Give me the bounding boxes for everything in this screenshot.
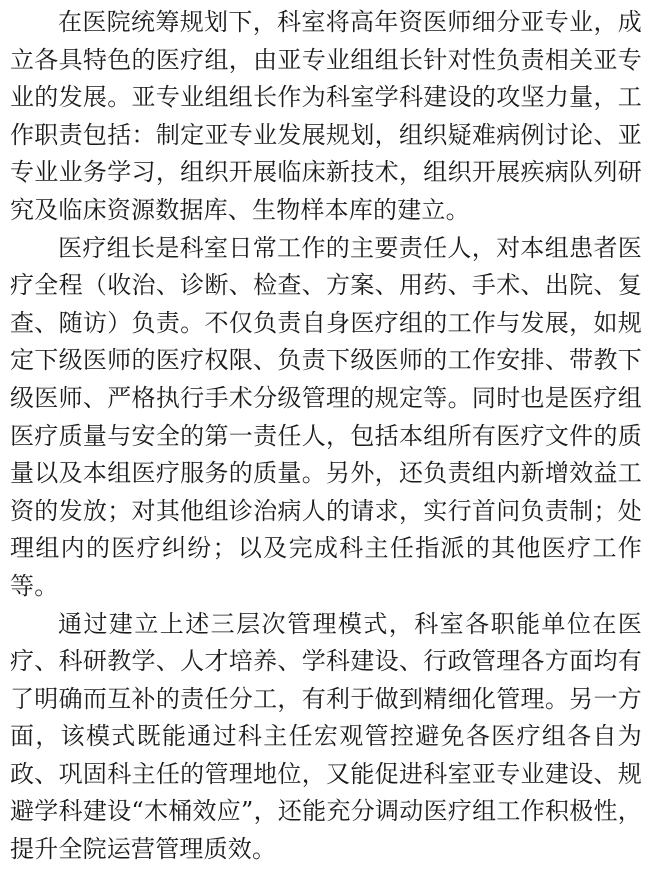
paragraph-medical-group-leaders: 医疗组长是科室日常工作的主要责任人，对本组患者医疗全程（收治、诊断、检查、方案、用药、手术、出院、复查、随访）负责。不仅负责自身医疗组的工作与发展，如规定下级医师的医疗权限、负责下级医师的工作安排、带教下级医师、严格执行手术分级管理的规定等。同时也是医疗组医疗质量与安全的第一责任人，包括本组所有医疗文件的质量以及本组医疗服务的质量。另外，还负责组内新增效益工资的发放；对其他组诊治病人的请求，实行首问负责制；处理组内的医疗纠纷；以及完成科主任指派的其他医疗工作等。 — [10, 233, 642, 600]
paragraph-management-model: 通过建立上述三层次管理模式，科室各职能单位在医疗、科研教学、人才培养、学科建设、行政管理各方面均有了明确而互补的责任分工，有利于做到精细化管理。另一方面，该模式既能通过科主任宏观管控避免各医疗组各自为政、巩固科主任的管理地位，又能促进科室亚专业建设、规避学科建设“木桶效应”，还能充分调动医疗组工作积极性，提升全院运营管理质效。 — [10, 609, 642, 864]
paragraph-subspecialty-leaders: 在医院统筹规划下，科室将高年资医师细分亚专业，成立各具特色的医疗组，由亚专业组组长针对性负责相关亚专业的发展。亚专业组组长作为科室学科建设的攻坚力量，工作职责包括：制定亚专业发展规划，组织疑难病例讨论、亚专业业务学习，组织开展临床新技术，组织开展疾病队列研究及临床资源数据库、生物样本库的建立。 — [10, 8, 642, 224]
